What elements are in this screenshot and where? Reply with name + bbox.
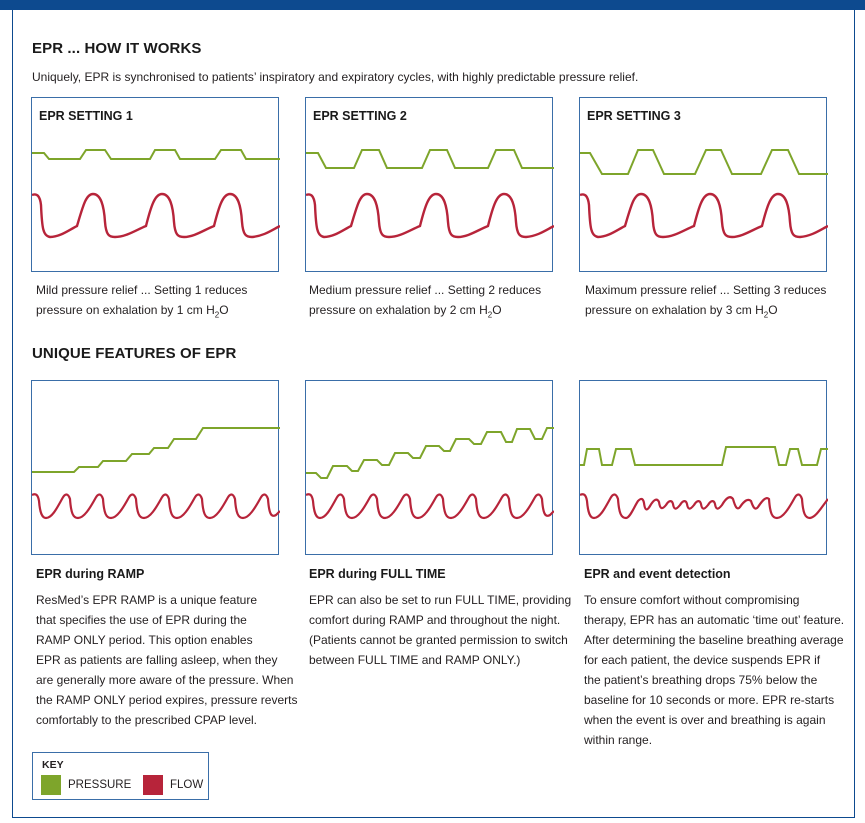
- flow-swatch: [143, 775, 163, 795]
- epr-setting-3-title: EPR SETTING 3: [587, 109, 681, 123]
- epr-setting-2-waveforms: [306, 98, 554, 273]
- feature-full-time-text: EPR can also be set to run FULL TIME, providing comfort during RAMP and throughout the night. (Patients cannot be granted permission to switch between FULL TIME and RAMP ONLY.): [309, 593, 572, 667]
- epr-setting-1-caption: Mild pressure relief ... Setting 1 reduces pressure on exhalation by 1 cm $H_2O$: [36, 283, 248, 320]
- epr-setting-1-title: EPR SETTING 1: [39, 109, 133, 123]
- epr-full-time-waveforms: [306, 381, 554, 556]
- flow-waveform: [580, 494, 828, 518]
- intro-text: Uniquely, EPR is synchronised to patients’ inspiratory and expiratory cycles, with highly predictable pressure relief.: [32, 70, 639, 84]
- epr-ramp-waveforms: [32, 381, 280, 556]
- epr-event-detection-panel: [579, 380, 827, 555]
- flow-waveform: [306, 494, 554, 518]
- flow-waveform: [580, 194, 828, 237]
- pressure-waveform: [306, 428, 554, 478]
- pressure-waveform: [580, 447, 828, 465]
- section-heading-how-it-works: EPR ... HOW IT WORKS: [32, 40, 202, 57]
- key-legend: [32, 752, 209, 800]
- pressure-waveform: [580, 150, 828, 174]
- feature-event-detection-title: EPR and event detection: [584, 567, 731, 581]
- feature-ramp-text: ResMed’s EPR RAMP is a unique feature that specifies the use of EPR during the RAMP ONLY period. This option enables EPR as patients are falling asleep, when they are generally more aware of the pressure. When the RAMP ONLY period expires, pressure reverts comfortably to the prescribed CPAP level.: [36, 593, 298, 727]
- section-heading-unique-features: UNIQUE FEATURES OF EPR: [32, 345, 237, 362]
- epr-setting-1-waveforms: [32, 98, 280, 273]
- flow-waveform: [32, 494, 280, 518]
- epr-setting-3-caption: Maximum pressure relief ... Setting 3 reduces pressure on exhalation by 3 cm $H_2O$: [585, 283, 827, 320]
- epr-setting-3-waveforms: [580, 98, 828, 273]
- epr-event-detection-waveforms: [580, 381, 828, 556]
- flow-waveform: [32, 194, 280, 237]
- epr-ramp-panel: [31, 380, 279, 555]
- epr-setting-1-panel: [31, 97, 279, 272]
- feature-ramp-title: EPR during RAMP: [36, 567, 145, 581]
- epr-setting-2-title: EPR SETTING 2: [313, 109, 407, 123]
- flow-waveform: [306, 194, 554, 237]
- epr-setting-3-panel: [579, 97, 827, 272]
- epr-setting-2-caption: Medium pressure relief ... Setting 2 reduces pressure on exhalation by 2 cm $H_2O$: [309, 283, 542, 320]
- epr-setting-2-panel: [305, 97, 553, 272]
- pressure-waveform: [32, 428, 280, 472]
- top-bar: [0, 0, 865, 10]
- feature-full-time-title: EPR during FULL TIME: [309, 567, 446, 581]
- key-title: KEY: [42, 759, 64, 771]
- flow-label: FLOW: [170, 779, 204, 791]
- epr-full-time-panel: [305, 380, 553, 555]
- pressure-waveform: [306, 150, 554, 168]
- pressure-waveform: [32, 150, 280, 159]
- pressure-swatch: [41, 775, 61, 795]
- feature-event-detection-text: To ensure comfort without compromising therapy, EPR has an automatic ‘time out’ feature. After determining the baseline breathing average for each patient, the device suspends EPR if the patient’s breathing drops 75% below the baseline for 10 seconds or more. EPR re-starts when the event is over and breathing is again within range.: [584, 593, 845, 747]
- pressure-label: PRESSURE: [68, 779, 132, 791]
